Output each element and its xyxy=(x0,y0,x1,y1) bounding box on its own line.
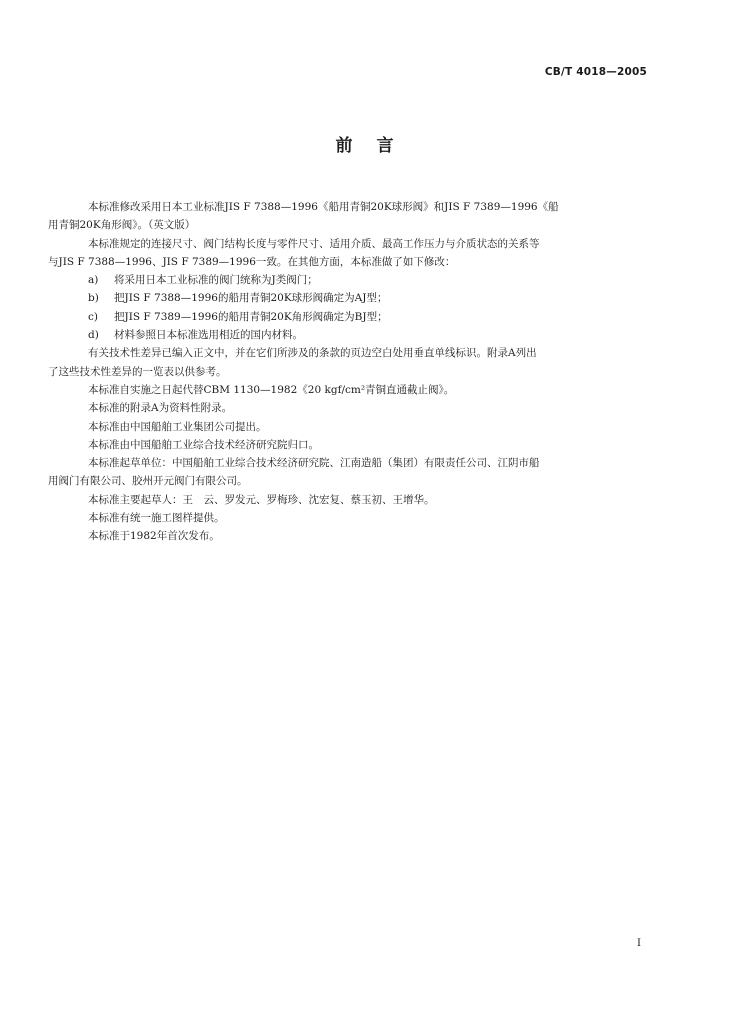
page-number: I xyxy=(637,938,641,949)
paragraph-line: 用青铜20K角形阀》。（英文版） xyxy=(48,219,196,232)
paragraph xyxy=(88,399,648,417)
paragraph xyxy=(88,436,648,454)
paragraph-line: 本标准规定的连接尺寸、阀门结构长度与零件尺寸、适用介质、最高工作压力与介质状态的关系等 xyxy=(88,237,540,250)
list-item xyxy=(88,271,648,289)
list-marker: c) xyxy=(88,310,98,323)
paragraph-line: 本标准起草单位：中国船舶工业综合技术经济研究院、江南造船（集团）有限责任公司、江阴市船 xyxy=(88,457,540,470)
list-marker: a) xyxy=(88,274,99,287)
page-title: 前言 xyxy=(335,136,418,156)
paragraph-line: 本标准由中国船舶工业集团公司提出。 xyxy=(88,420,267,433)
document-number: CB/T 4018—2005 xyxy=(544,66,647,78)
paragraph-line: 与JIS F 7388—1996、JIS F 7389—1996一致。在其他方面，本标准做了如下修改： xyxy=(48,255,456,268)
list-item xyxy=(88,289,648,307)
paragraph xyxy=(88,491,648,509)
list-item xyxy=(88,326,648,344)
modification-list xyxy=(88,271,648,344)
list-item-text: 把JIS F 7389—1996的船用青铜20K角形阀确定为BJ型； xyxy=(114,310,388,323)
paragraph xyxy=(88,418,648,436)
paragraph-line: 本标准于1982年首次发布。 xyxy=(88,530,220,543)
paragraph-line: 了这些技术性差异的一览表以供参考。 xyxy=(48,365,227,378)
paragraph-line: 本标准有统一施工图样提供。 xyxy=(88,512,225,525)
list-item-text: 将采用日本工业标准的阀门统称为J类阀门； xyxy=(114,274,318,287)
list-marker: b) xyxy=(88,292,99,305)
list-item-text: 把JIS F 7388—1996的船用青铜20K球形阀确定为AJ型； xyxy=(114,292,388,305)
paragraph xyxy=(48,235,648,272)
paragraph-line: 用阀门有限公司、胶州开元阀门有限公司。 xyxy=(48,475,248,488)
list-item xyxy=(88,308,648,326)
paragraph xyxy=(88,381,648,399)
paragraph xyxy=(88,509,648,527)
list-item-text: 材料参照日本标准选用相近的国内材料。 xyxy=(114,329,303,342)
paragraph-line: 本标准自实施之日起代替CBM 1130—1982《20 kgf/cm²青铜直通截止阀》。 xyxy=(88,383,455,396)
paragraph xyxy=(48,344,648,381)
paragraph xyxy=(88,527,648,545)
list-marker: d) xyxy=(88,329,99,342)
document-body xyxy=(48,198,648,546)
paragraph-line: 本标准主要起草人：王 云、罗发元、罗梅珍、沈宏复、蔡玉初、王增华。 xyxy=(88,493,435,506)
paragraph-line: 本标准由中国船舶工业综合技术经济研究院归口。 xyxy=(88,438,319,451)
paragraph xyxy=(48,454,648,491)
paragraph-line: 有关技术性差异已编入正文中，并在它们所涉及的条款的页边空白处用垂直单线标识。附录A列出 xyxy=(88,347,537,360)
paragraph-line: 本标准修改采用日本工业标准JIS F 7388—1996《船用青铜20K球形阀》和JIS F 7389—1996《船 xyxy=(88,201,559,213)
paragraph-line: 本标准的附录A为资料性附录。 xyxy=(88,402,233,415)
paragraph xyxy=(48,198,648,235)
